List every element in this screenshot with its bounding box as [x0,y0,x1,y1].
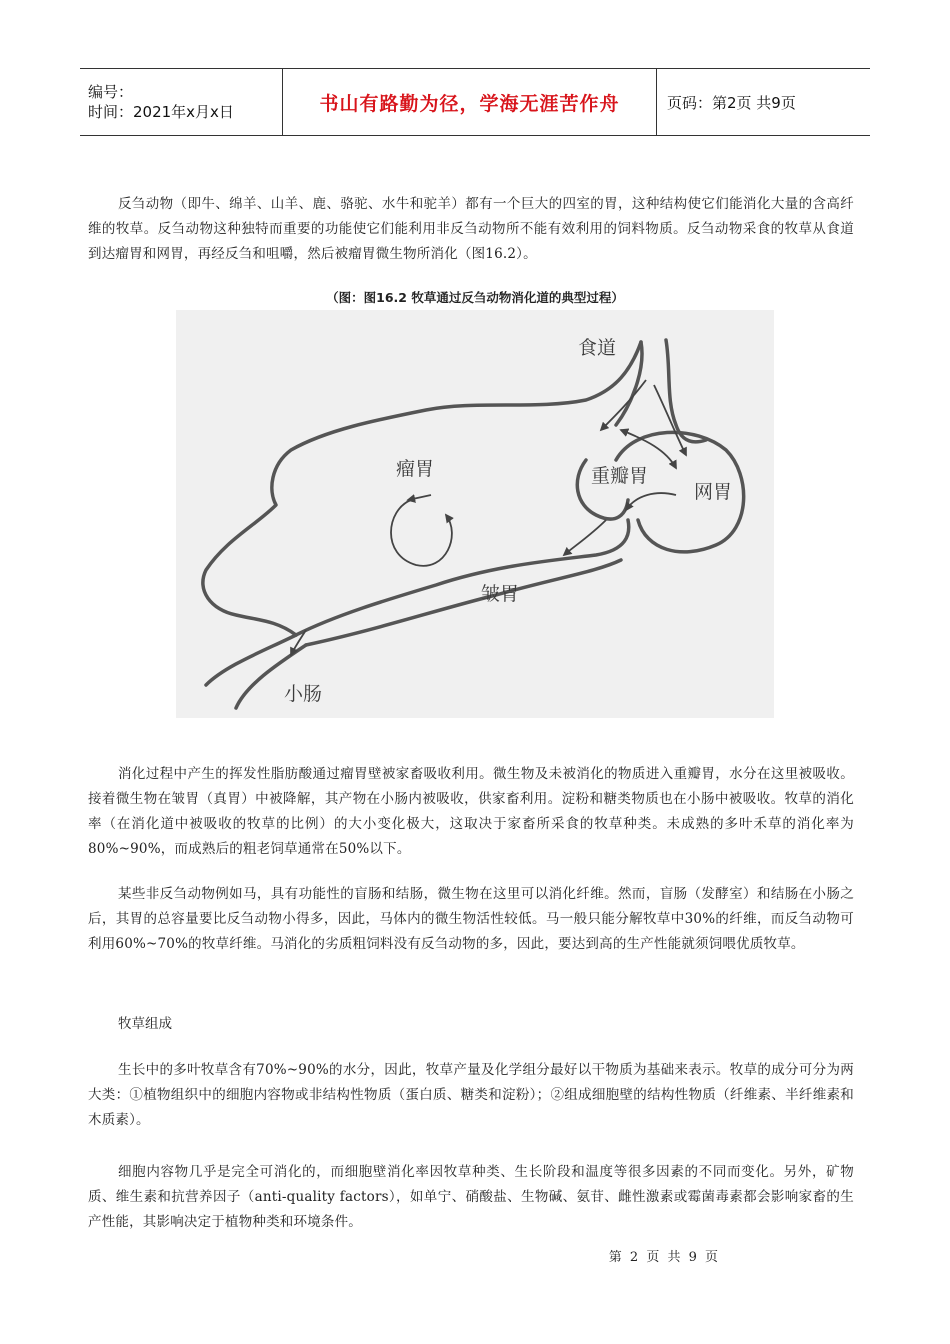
label-omasum: 重瓣胃 [591,465,649,487]
label-esophagus: 食道 [578,337,617,359]
abomasum-inner-wall [306,560,621,645]
digestive-diagram [176,310,774,718]
abomasum-lower-wall [296,520,629,635]
header-time: 时间：2021年x月x日 [88,103,234,121]
paragraph-2: 消化过程中产生的挥发性脂肪酸通过瘤胃壁被家畜吸收利用。微生物及未被消化的物质进入重瓣胃，水分在这里被吸收。接着微生物在皱胃（真胃）中被降解，其产物在小肠内被吸收，供家畜利用。淀粉和糖类物质也在小肠中被吸收。牧草的消化率（在消化道中被吸收的牧草的比例）的大小变化极大，这取决于家畜所采食的牧草种类。未成熟的多叶禾草的消化率为80%~90%，而成熟后的粗老饲草通常在50%以下。 [88,766,854,857]
header-page: 页码：第2页 共9页 [667,93,796,112]
page-footer: 第 2 页 共 9 页 [608,1250,720,1265]
label-small-intestine: 小肠 [284,683,323,705]
paragraph-3: 某些非反刍动物例如马，具有功能性的盲肠和结肠，微生物在这里可以消化纤维。然而，盲肠（发酵室）和结肠在小肠之后，其胃的总容量要比反刍动物小得多，因此，马体内的微生物活性较低。马一般只能分解牧草中30%的纤维，而反刍动物可利用60%~70%的牧草纤维。马消化的劣质粗饲料没有反刍动物的多，因此，要达到高的生产性能就须饲喂优质牧草。 [88,886,854,952]
arrow-reticulum-to-omasum [626,493,676,510]
header-number: 编号： [88,83,134,101]
rumen-circulation-arrowhead [408,495,431,500]
paragraph-5: 细胞内容物几乎是完全可消化的，而细胞壁消化率因牧草种类、生长阶段和温度等很多因素的不同而变化。另外，矿物质、维生素和抗营养因子（anti-quality factors），如单宁、硝酸盐、生物碱、氨苷、雌性激素或霉菌毒素都会影响家畜的生产性能，其影响决定于植物种类和环境条件。 [88,1164,854,1230]
rumen-circulation-arrow [391,500,452,566]
label-abomasum: 皱胃 [481,583,520,605]
paragraph-4: 生长中的多叶牧草含有70%~90%的水分，因此，牧草产量及化学组分最好以干物质为基础来表示。牧草的成分可分为两大类：①植物组织中的细胞内容物或非结构性物质（蛋白质、糖类和淀粉）；②组成细胞壁的结构性物质（纤维素、半纤维素和木质素）。 [88,1062,854,1128]
esophagus-left-wall [616,342,642,425]
label-reticulum: 网胃 [694,481,733,503]
label-rumen: 瘤胃 [396,458,435,480]
arrow-omasum-to-abomasum [564,520,606,555]
section-subheading: 牧草组成 [118,1016,172,1032]
paragraph-1: 反刍动物（即牛、绵羊、山羊、鹿、骆驼、水牛和驼羊）都有一个巨大的四室的胃，这种结构使它们能消化大量的含高纤维的牧草。反刍动物这种独特而重要的功能使它们能利用非反刍动物所不能有效利用的饲料物质。反刍动物采食的牧草从食道到达瘤胃和网胃，再经反刍和咀嚼，然后被瘤胃微生物所消化（图16.2）。 [88,196,854,262]
header-motto: 书山有路勤为径，学海无涯苦作舟 [282,69,657,135]
digestive-tract-figure [176,310,774,718]
header-meta [80,69,282,135]
page-header [80,68,870,136]
figure-caption: （图：图16.2 牧草通过反刍动物消化道的典型过程） [326,290,624,305]
